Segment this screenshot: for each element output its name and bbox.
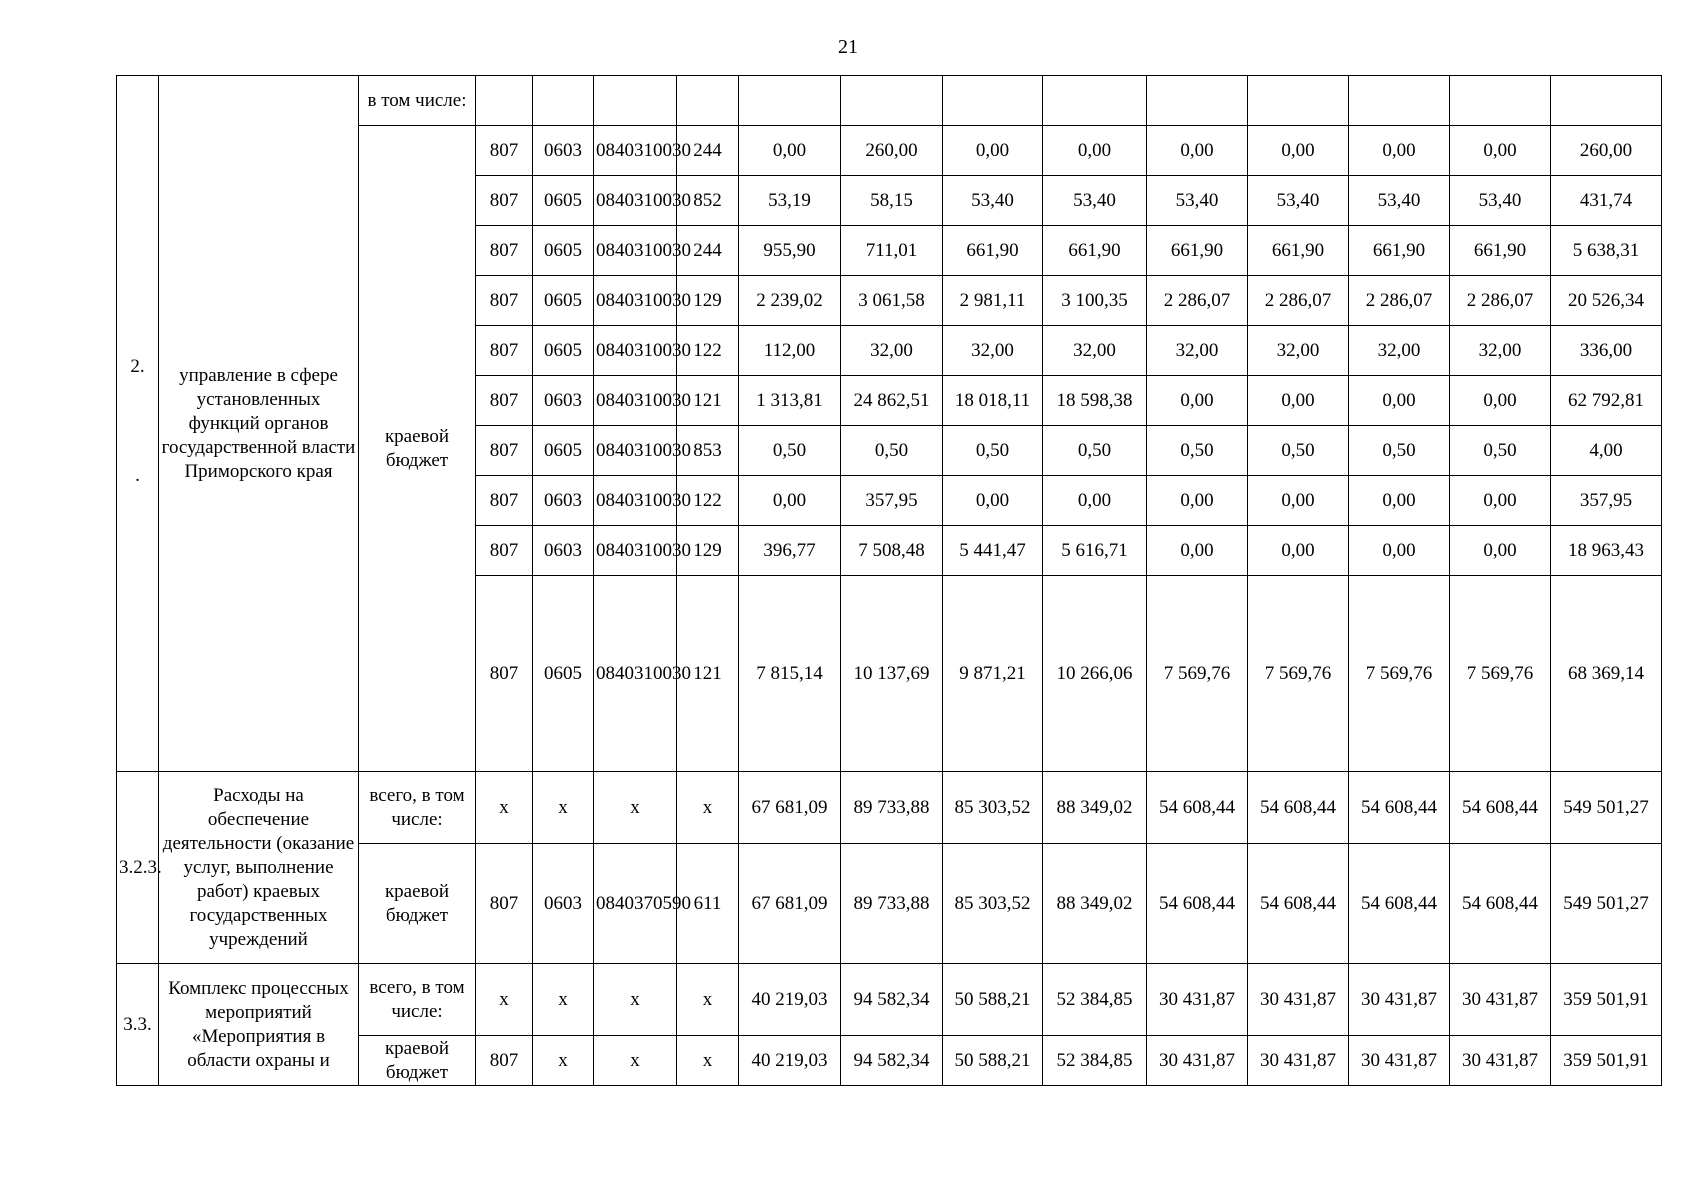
rzpr-cell: 0605: [533, 576, 594, 772]
row-marker: ·: [134, 469, 141, 491]
amount-cell: 53,40: [1349, 176, 1450, 226]
amount-cell: 54 608,44: [1147, 844, 1248, 964]
amount-cell: 0,00: [739, 476, 841, 526]
amount-cell: 50 588,21: [943, 1036, 1043, 1086]
funding-source: всего, в том числе:: [359, 772, 476, 844]
amount-cell: 661,90: [1248, 226, 1349, 276]
amount-cell: 94 582,34: [841, 1036, 943, 1086]
grbs-cell: 807: [476, 176, 533, 226]
empty-cell: [594, 76, 677, 126]
empty-cell: [677, 76, 739, 126]
table-row: [117, 76, 1662, 126]
amount-cell: 0,00: [1450, 476, 1551, 526]
amount-cell: 549 501,27: [1551, 772, 1662, 844]
csr-cell: 0840310030: [594, 426, 677, 476]
amount-cell: 32,00: [1248, 326, 1349, 376]
amount-cell: 88 349,02: [1043, 772, 1147, 844]
empty-cell: [1147, 76, 1248, 126]
amount-cell: 0,00: [1147, 376, 1248, 426]
amount-cell: 54 608,44: [1248, 844, 1349, 964]
empty-cell: [1349, 76, 1450, 126]
amount-cell: 0,00: [1248, 476, 1349, 526]
rzpr-cell: 0603: [533, 844, 594, 964]
amount-cell: 336,00: [1551, 326, 1662, 376]
amount-cell: 54 608,44: [1147, 772, 1248, 844]
amount-cell: 30 431,87: [1147, 1036, 1248, 1086]
csr-cell: 0840310030: [594, 326, 677, 376]
rzpr-cell: 0605: [533, 426, 594, 476]
empty-cell: [476, 76, 533, 126]
csr-cell: х: [594, 964, 677, 1036]
grbs-cell: 807: [476, 426, 533, 476]
table-body: [117, 76, 1662, 1086]
table-row: [117, 964, 1662, 1036]
rzpr-cell: х: [533, 964, 594, 1036]
amount-cell: 7 569,76: [1349, 576, 1450, 772]
amount-cell: 7 508,48: [841, 526, 943, 576]
amount-cell: 85 303,52: [943, 772, 1043, 844]
amount-cell: 18 018,11: [943, 376, 1043, 426]
amount-cell: 67 681,09: [739, 844, 841, 964]
csr-cell: 0840370590: [594, 844, 677, 964]
funding-source: краевой бюджет: [359, 844, 476, 964]
amount-cell: 32,00: [1147, 326, 1248, 376]
page-number: 21: [838, 36, 858, 58]
grbs-cell: 807: [476, 526, 533, 576]
amount-cell: 20 526,34: [1551, 276, 1662, 326]
amount-cell: 54 608,44: [1349, 772, 1450, 844]
csr-cell: 0840310030: [594, 126, 677, 176]
amount-cell: 0,00: [1248, 126, 1349, 176]
amount-cell: 0,50: [1043, 426, 1147, 476]
amount-cell: 30 431,87: [1450, 1036, 1551, 1086]
vr-cell: 853: [677, 426, 739, 476]
amount-cell: 2 286,07: [1248, 276, 1349, 326]
vr-cell: х: [677, 1036, 739, 1086]
amount-cell: 2 286,07: [1349, 276, 1450, 326]
amount-cell: 1 313,81: [739, 376, 841, 426]
amount-cell: 10 266,06: [1043, 576, 1147, 772]
rzpr-cell: 0605: [533, 226, 594, 276]
amount-cell: 0,00: [1349, 526, 1450, 576]
csr-cell: 0840310030: [594, 476, 677, 526]
amount-cell: 18 963,43: [1551, 526, 1662, 576]
amount-cell: 30 431,87: [1248, 1036, 1349, 1086]
amount-cell: 0,00: [1248, 526, 1349, 576]
amount-cell: 68 369,14: [1551, 576, 1662, 772]
amount-cell: 53,19: [739, 176, 841, 226]
rzpr-cell: 0605: [533, 176, 594, 226]
amount-cell: 32,00: [943, 326, 1043, 376]
amount-cell: 0,00: [1450, 126, 1551, 176]
amount-cell: 94 582,34: [841, 964, 943, 1036]
csr-cell: х: [594, 772, 677, 844]
amount-cell: 53,40: [943, 176, 1043, 226]
rzpr-cell: 0603: [533, 126, 594, 176]
vr-cell: 611: [677, 844, 739, 964]
rzpr-cell: 0605: [533, 276, 594, 326]
amount-cell: 260,00: [841, 126, 943, 176]
vr-cell: 122: [677, 326, 739, 376]
row-number: 3.3.: [117, 964, 159, 1086]
amount-cell: 18 598,38: [1043, 376, 1147, 426]
amount-cell: 359 501,91: [1551, 964, 1662, 1036]
amount-cell: 7 815,14: [739, 576, 841, 772]
row-number: 2. ·: [117, 76, 159, 772]
funding-source: краевой бюджет: [359, 1036, 476, 1086]
row-title: Комплекс процессных мероприятий «Мероприятия в области охраны и: [159, 964, 359, 1086]
vr-cell: х: [677, 964, 739, 1036]
rzpr-cell: 0603: [533, 376, 594, 426]
grbs-cell: 807: [476, 844, 533, 964]
amount-cell: 3 061,58: [841, 276, 943, 326]
amount-cell: 32,00: [1349, 326, 1450, 376]
amount-cell: 30 431,87: [1450, 964, 1551, 1036]
amount-cell: 0,00: [1043, 126, 1147, 176]
amount-cell: 32,00: [1043, 326, 1147, 376]
amount-cell: 88 349,02: [1043, 844, 1147, 964]
grbs-cell: 807: [476, 126, 533, 176]
amount-cell: 54 608,44: [1450, 772, 1551, 844]
amount-cell: 0,50: [739, 426, 841, 476]
grbs-cell: 807: [476, 576, 533, 772]
amount-cell: 0,50: [943, 426, 1043, 476]
vr-cell: 852: [677, 176, 739, 226]
amount-cell: 62 792,81: [1551, 376, 1662, 426]
rzpr-cell: х: [533, 1036, 594, 1086]
amount-cell: 661,90: [1349, 226, 1450, 276]
grbs-cell: 807: [476, 476, 533, 526]
vr-cell: 244: [677, 226, 739, 276]
grbs-cell: 807: [476, 276, 533, 326]
csr-cell: 0840310030: [594, 276, 677, 326]
amount-cell: 24 862,51: [841, 376, 943, 426]
amount-cell: 58,15: [841, 176, 943, 226]
amount-cell: 359 501,91: [1551, 1036, 1662, 1086]
amount-cell: 2 981,11: [943, 276, 1043, 326]
amount-cell: 2 286,07: [1450, 276, 1551, 326]
amount-cell: 30 431,87: [1349, 1036, 1450, 1086]
amount-cell: 30 431,87: [1248, 964, 1349, 1036]
empty-cell: [1043, 76, 1147, 126]
amount-cell: 0,00: [1450, 376, 1551, 426]
amount-cell: 32,00: [841, 326, 943, 376]
amount-cell: 260,00: [1551, 126, 1662, 176]
amount-cell: 52 384,85: [1043, 964, 1147, 1036]
budget-table: [116, 75, 1662, 1086]
amount-cell: 661,90: [1147, 226, 1248, 276]
rzpr-cell: 0603: [533, 526, 594, 576]
vr-cell: 244: [677, 126, 739, 176]
amount-cell: 0,50: [1147, 426, 1248, 476]
amount-cell: 711,01: [841, 226, 943, 276]
amount-cell: 0,00: [739, 126, 841, 176]
amount-cell: 0,50: [1349, 426, 1450, 476]
amount-cell: 955,90: [739, 226, 841, 276]
row-title: Расходы на обеспечение деятельности (оказание услуг, выполнение работ) краевых государственных учреждений: [159, 772, 359, 964]
amount-cell: 9 871,21: [943, 576, 1043, 772]
amount-cell: 0,00: [1147, 526, 1248, 576]
amount-cell: 0,00: [1450, 526, 1551, 576]
amount-cell: 52 384,85: [1043, 1036, 1147, 1086]
amount-cell: 396,77: [739, 526, 841, 576]
row-number: 3.2.3.: [117, 772, 159, 964]
amount-cell: 7 569,76: [1248, 576, 1349, 772]
amount-cell: 67 681,09: [739, 772, 841, 844]
table-row: [117, 772, 1662, 844]
amount-cell: 431,74: [1551, 176, 1662, 226]
amount-cell: 0,50: [841, 426, 943, 476]
csr-cell: 0840310030: [594, 376, 677, 426]
amount-cell: 54 608,44: [1248, 772, 1349, 844]
rzpr-cell: 0605: [533, 326, 594, 376]
funding-source: краевой бюджет: [359, 126, 476, 772]
amount-cell: 30 431,87: [1349, 964, 1450, 1036]
amount-cell: 50 588,21: [943, 964, 1043, 1036]
amount-cell: 661,90: [1450, 226, 1551, 276]
vr-cell: 129: [677, 276, 739, 326]
amount-cell: 54 608,44: [1349, 844, 1450, 964]
csr-cell: 0840310030: [594, 176, 677, 226]
empty-cell: [943, 76, 1043, 126]
amount-cell: 112,00: [739, 326, 841, 376]
amount-cell: 4,00: [1551, 426, 1662, 476]
amount-cell: 5 441,47: [943, 526, 1043, 576]
grbs-cell: х: [476, 964, 533, 1036]
amount-cell: 0,00: [1043, 476, 1147, 526]
amount-cell: 0,00: [1147, 476, 1248, 526]
vr-cell: 129: [677, 526, 739, 576]
amount-cell: 30 431,87: [1147, 964, 1248, 1036]
amount-cell: 0,00: [1147, 126, 1248, 176]
row-title: управление в сфере установленных функций органов государственной власти Приморского края: [159, 76, 359, 772]
vr-cell: 121: [677, 576, 739, 772]
amount-cell: 5 616,71: [1043, 526, 1147, 576]
empty-cell: [1450, 76, 1551, 126]
rzpr-cell: х: [533, 772, 594, 844]
empty-cell: [1551, 76, 1662, 126]
amount-cell: 53,40: [1147, 176, 1248, 226]
amount-cell: 357,95: [1551, 476, 1662, 526]
empty-cell: [841, 76, 943, 126]
amount-cell: 85 303,52: [943, 844, 1043, 964]
amount-cell: 3 100,35: [1043, 276, 1147, 326]
empty-cell: [739, 76, 841, 126]
rzpr-cell: 0603: [533, 476, 594, 526]
amount-cell: 2 286,07: [1147, 276, 1248, 326]
csr-cell: 0840310030: [594, 576, 677, 772]
empty-cell: [533, 76, 594, 126]
funding-source: всего, в том числе:: [359, 964, 476, 1036]
amount-cell: 0,00: [1349, 476, 1450, 526]
amount-cell: 5 638,31: [1551, 226, 1662, 276]
amount-cell: 0,50: [1450, 426, 1551, 476]
csr-cell: х: [594, 1036, 677, 1086]
vr-cell: 122: [677, 476, 739, 526]
amount-cell: 53,40: [1043, 176, 1147, 226]
csr-cell: 0840310030: [594, 526, 677, 576]
amount-cell: 54 608,44: [1450, 844, 1551, 964]
grbs-cell: 807: [476, 376, 533, 426]
vr-cell: х: [677, 772, 739, 844]
grbs-cell: 807: [476, 1036, 533, 1086]
vr-cell: 121: [677, 376, 739, 426]
amount-cell: 0,50: [1248, 426, 1349, 476]
amount-cell: 0,00: [1349, 126, 1450, 176]
amount-cell: 0,00: [943, 476, 1043, 526]
amount-cell: 53,40: [1248, 176, 1349, 226]
grbs-cell: 807: [476, 326, 533, 376]
amount-cell: 32,00: [1450, 326, 1551, 376]
amount-cell: 357,95: [841, 476, 943, 526]
amount-cell: 10 137,69: [841, 576, 943, 772]
grbs-cell: 807: [476, 226, 533, 276]
amount-cell: 40 219,03: [739, 1036, 841, 1086]
amount-cell: 0,00: [943, 126, 1043, 176]
empty-cell: [1248, 76, 1349, 126]
amount-cell: 0,00: [1248, 376, 1349, 426]
amount-cell: 7 569,76: [1147, 576, 1248, 772]
amount-cell: 661,90: [1043, 226, 1147, 276]
amount-cell: 89 733,88: [841, 844, 943, 964]
amount-cell: 549 501,27: [1551, 844, 1662, 964]
amount-cell: 40 219,03: [739, 964, 841, 1036]
amount-cell: 89 733,88: [841, 772, 943, 844]
grbs-cell: х: [476, 772, 533, 844]
amount-cell: 661,90: [943, 226, 1043, 276]
amount-cell: 7 569,76: [1450, 576, 1551, 772]
amount-cell: 2 239,02: [739, 276, 841, 326]
csr-cell: 0840310030: [594, 226, 677, 276]
funding-source-header: в том числе:: [359, 76, 476, 126]
amount-cell: 53,40: [1450, 176, 1551, 226]
amount-cell: 0,00: [1349, 376, 1450, 426]
